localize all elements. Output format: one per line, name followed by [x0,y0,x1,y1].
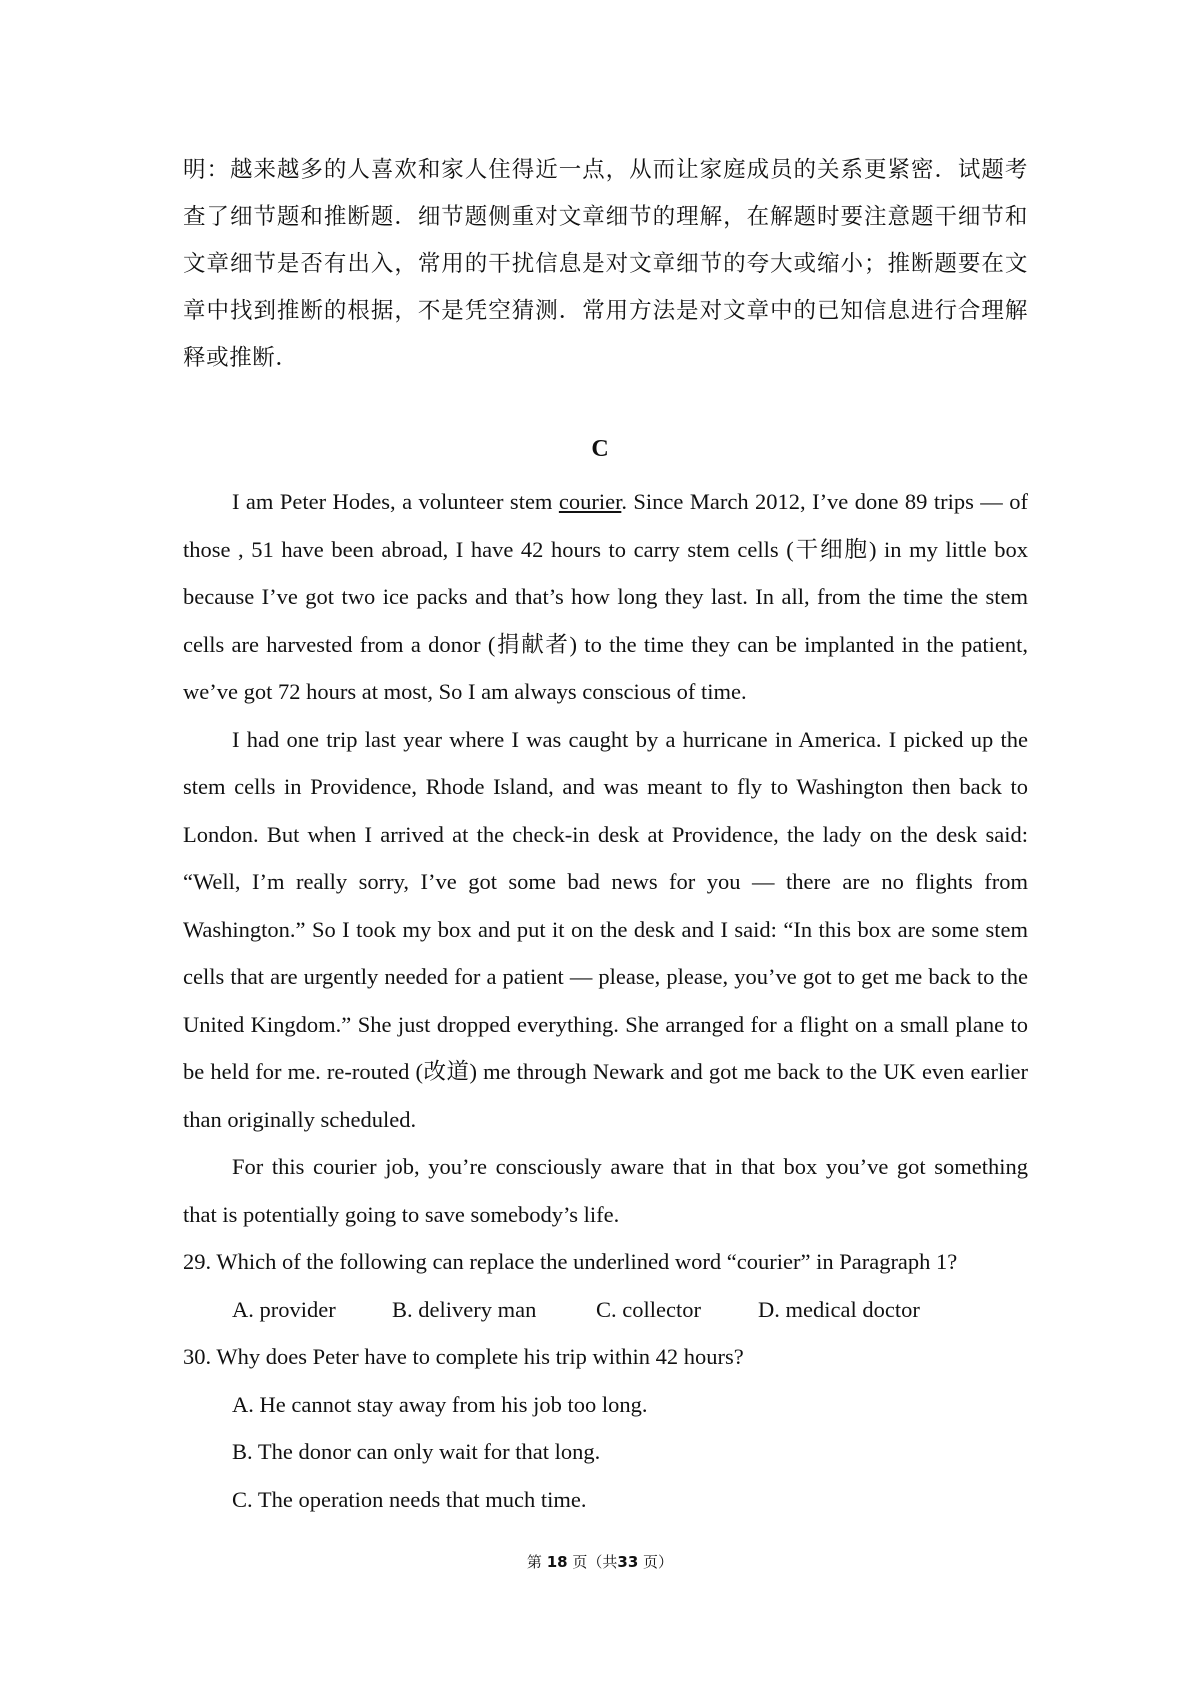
underlined-word-courier: courier [558,489,622,514]
analysis-text: 明：越来越多的人喜欢和家人住得近一点，从而让家庭成员的关系更紧密．试题考查了细节题和推断题．细节题侧重对文章细节的理解，在解题时要注意题干细节和文章细节是否有出入，常用的干扰信息是对文章细节的夸大或缩小；推断题要在文章中找到推断的根据，不是凭空猜测．常用方法是对文章中的已知信息进行合理解释或推断． [183,157,1028,371]
passage-paragraph-1 [183,478,1028,716]
question-29-options [183,1286,1028,1334]
footer-suffix: 页） [643,1553,674,1571]
footer-prefix: 第 [526,1553,542,1571]
question-29-stem: 29. Which of the following can replace the underlined word “courier” in Paragraph 1? [183,1249,958,1274]
passage-paragraph-3: For this courier job, you’re consciously aware that in that box you’ve got something that is potentially going to save somebody’s life. [183,1154,1028,1227]
p1-text-before: I am Peter Hodes, a volunteer stem [232,489,559,514]
footer-page-number: 18 [546,1553,568,1571]
question-30-stem: 30. Why does Peter have to complete his trip within 42 hours? [183,1344,744,1369]
question-29-option-b: B. delivery man [392,1296,537,1322]
question-29-option-d: D. medical doctor [758,1296,920,1322]
footer-middle: 页（共 [572,1553,618,1571]
question-30-option-c: C. The operation needs that much time. [232,1486,587,1512]
page-footer [0,1551,1200,1572]
analysis-paragraph [183,147,1028,382]
section-title: C [591,436,609,462]
reading-passage [183,478,1028,1523]
question-29-option-a: A. provider [232,1296,336,1322]
question-30-option-b: B. The donor can only wait for that long. [232,1439,601,1464]
passage-paragraph-2: I had one trip last year where I was caught by a hurricane in America. I picked up the stem cells in Providence, Rhode Island, and was meant to fly to Washington then back to London. But when I arrived at the check-in desk at Providence, the lady on the desk said: “Well, I’m really sorry, I’ve got some bad news for you — there are no flights from Washington.” So I took my box and put it on the desk and I said: “In this box are some stem cells that are urgently needed for a patient — please, please, you’ve got to get me back to the United Kingdom.” She just dropped everything. She arranged for a flight on a small plane to be held for me. re-routed (改道) me through Newark and got me back to the UK even earlier than originally scheduled. [183,726,1028,1132]
question-30-option-a: A. He cannot stay away from his job too long. [232,1391,648,1417]
question-29-option-c: C. collector [596,1296,701,1322]
p1-text-after: . Since March 2012, I’ve done 89 trips — of those , 51 have been abroad, I have 42 hours to carry stem cells (干细胞) in my little box because I’ve got two ice packs and that’s how long they last. In all, from the time the stem cells are harvested from a donor (捐献者) to the time they can be implanted in the patient, we’ve got 72 hours at most, So I am always conscious of time. [183,489,1028,704]
footer-total-pages: 33 [617,1553,639,1571]
